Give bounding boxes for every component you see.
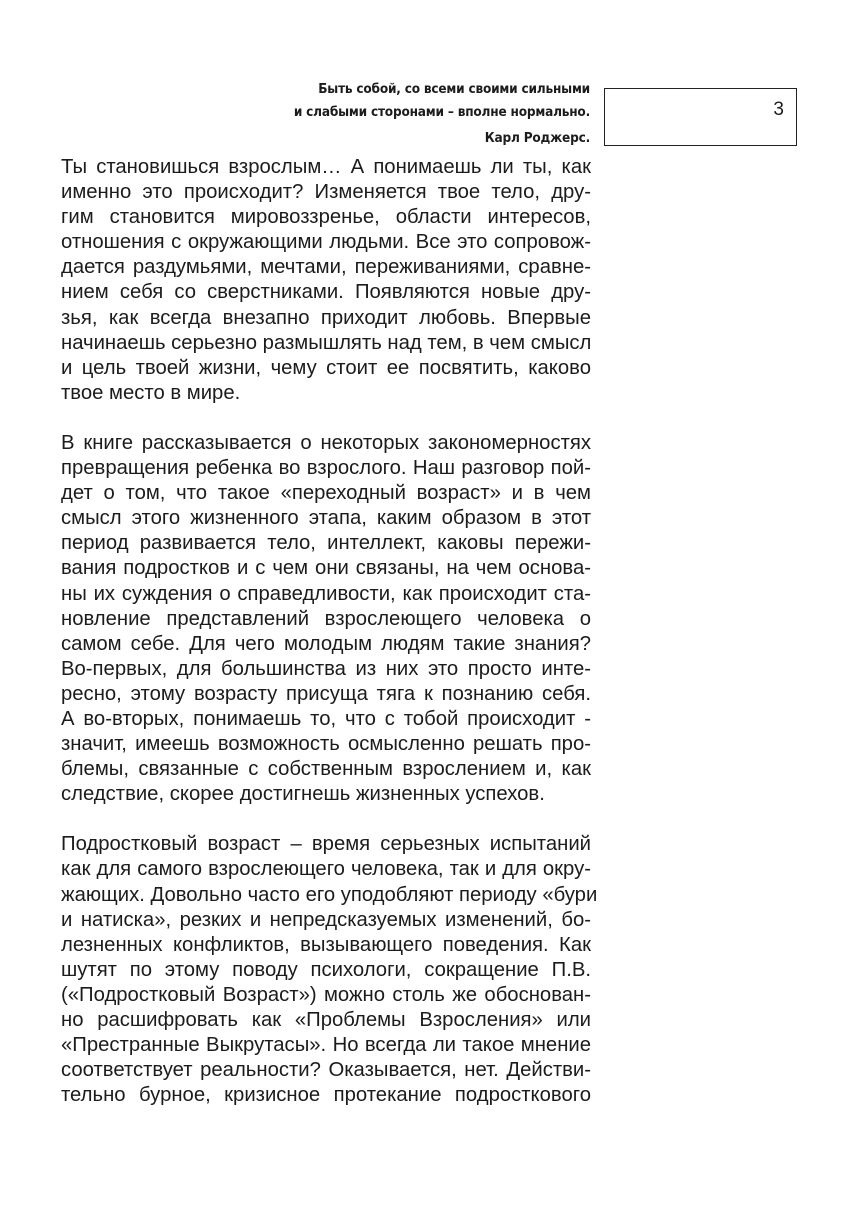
text-line: новление представлений взрослеющего человека о bbox=[61, 607, 591, 630]
text-line: Ты становишься взрослым… А понимаешь ли ты, как bbox=[61, 156, 591, 178]
text-line: соответствует реальности? Оказывается, нет. Действи- bbox=[61, 1059, 591, 1082]
text-line: самом себе. Для чего молодым людям такие знания? bbox=[61, 632, 591, 655]
text-line: вания подростков и с чем они связаны, на чем основа- bbox=[61, 557, 591, 580]
text-line: тельно бурное, кризисное протекание подросткового bbox=[61, 1084, 591, 1107]
text-line: именно это происходит? Изменяется твое тело, дру- bbox=[61, 181, 591, 204]
paragraph bbox=[61, 155, 591, 406]
text-line: как для самого взрослеющего человека, так и для окру- bbox=[61, 858, 591, 881]
text-line: но расшифровать как «Проблемы Взросления» или bbox=[61, 1009, 591, 1031]
text-line: шутят по этому поводу психологи, сокращение П.В. bbox=[61, 958, 591, 981]
text-line: и натиска», резких и непредсказуемых изменений, бо- bbox=[61, 908, 591, 931]
text-line: превращения ребенка во взрослого. Наш разговор пой- bbox=[61, 457, 591, 480]
epigraph-line: Быть собой, со всеми своими сильными bbox=[318, 81, 590, 97]
page-number: 3 bbox=[773, 99, 784, 120]
text-line: следствие, скорее достигнешь жизненных успехов. bbox=[61, 783, 545, 806]
page-number-box bbox=[604, 88, 797, 146]
text-line: нием себя со сверстниками. Появляются новые дру- bbox=[61, 281, 591, 304]
text-line: ны их суждения о справедливости, как происходит ста- bbox=[61, 582, 591, 605]
text-line: блемы, связанные с собственным взрослением и, как bbox=[61, 758, 591, 781]
text-line: В книге рассказывается о некоторых закономерностях bbox=[61, 431, 591, 454]
text-line: («Подростковый Возраст») можно столь же обоснован- bbox=[61, 983, 591, 1006]
epigraph-line: и слабыми сторонами – вполне нормально. bbox=[293, 104, 590, 120]
main-text bbox=[61, 155, 598, 1133]
text-line: начинаешь серьезно размышлять над тем, в чем смысл bbox=[61, 331, 592, 354]
text-line: жающих. Довольно часто его уподобляют периоду «бури bbox=[61, 883, 598, 906]
text-line: значит, имеешь возможность осмысленно решать про- bbox=[61, 733, 591, 756]
text-line: дет о том, что такое «переходный возраст» и в чем bbox=[61, 482, 591, 505]
text-line: гим становится мировоззренье, области интересов, bbox=[61, 206, 591, 229]
text-line: Подростковый возраст – время серьезных испытаний bbox=[61, 833, 591, 856]
paragraph bbox=[61, 832, 598, 1108]
paragraph bbox=[61, 431, 591, 807]
text-line: Во-первых, для большинства из них это просто инте- bbox=[61, 657, 591, 680]
text-line: твое место в мире. bbox=[61, 381, 241, 404]
text-line: «Престранные Выкрутасы». Но всегда ли такое мнение bbox=[61, 1034, 591, 1057]
text-line: ресно, этому возрасту присуща тяга к познанию себя. bbox=[61, 682, 591, 705]
epigraph-author: Карл Роджерс. bbox=[484, 130, 590, 146]
text-line: дается раздумьями, мечтами, переживаниями, сравне- bbox=[61, 256, 591, 279]
text-line: лезненных конфликтов, вызывающего поведения. Как bbox=[61, 933, 591, 956]
epigraph bbox=[200, 78, 590, 150]
text-line: смысл этого жизненного этапа, каким образом в этот bbox=[61, 507, 591, 530]
text-line: период развивается тело, интеллект, каковы пережи- bbox=[61, 532, 591, 555]
text-line: и цель твоей жизни, чему стоит ее посвятить, каково bbox=[61, 356, 591, 379]
text-line: А во-вторых, понимаешь то, что с тобой происходит - bbox=[61, 707, 591, 730]
text-line: зья, как всегда внезапно приходит любовь. Впервые bbox=[61, 306, 591, 329]
text-line: отношения с окружающими людьми. Все это сопровож- bbox=[61, 231, 591, 254]
